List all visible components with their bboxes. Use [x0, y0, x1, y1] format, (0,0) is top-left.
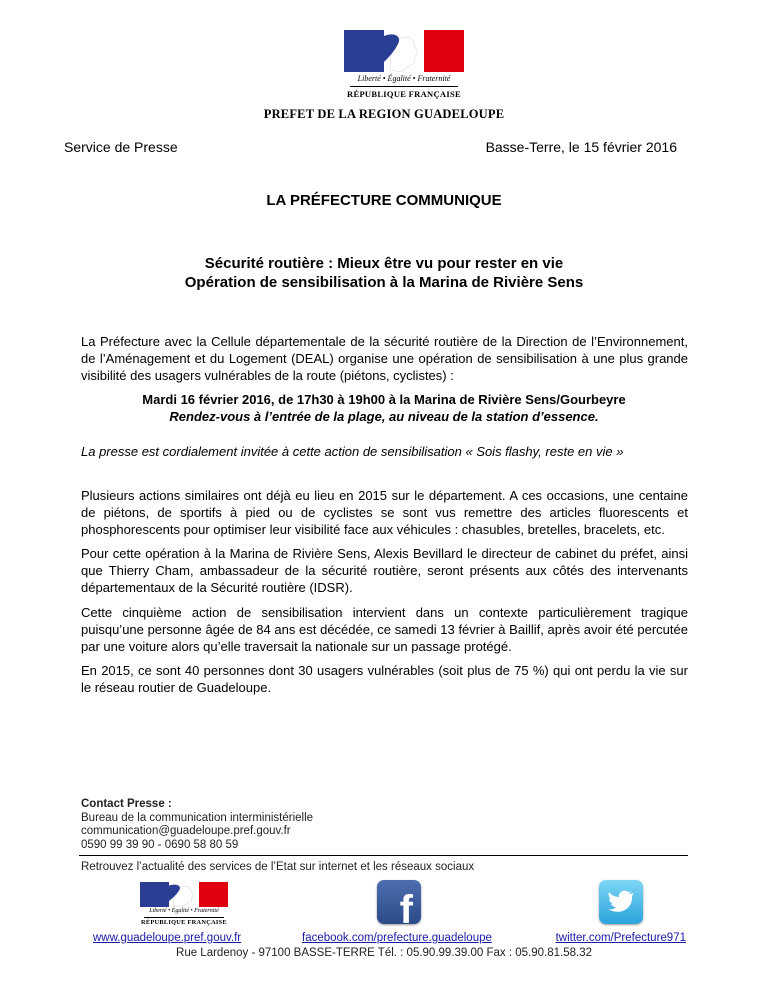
- paragraph-operation: Pour cette opération à la Marina de Rivière Sens, Alexis Bevillard le directeur de cabinet du préfet, ainsi que Thierry Cham, ambassadeur de la sécurité routière, seront présents aux côtés des intervenants départementaux de la Sécurité routière (IDSR).: [81, 546, 688, 595]
- twitter-icon[interactable]: [599, 880, 643, 924]
- marianne-logo: [344, 30, 464, 106]
- place-date: Basse-Terre, le 15 février 2016: [485, 139, 677, 155]
- social-intro: Retrouvez l’actualité des services de l’Etat sur internet et les réseaux sociaux: [81, 861, 475, 873]
- logo-rule: [350, 86, 458, 87]
- twitter-link[interactable]: twitter.com/Prefecture971: [555, 932, 686, 944]
- logo-motto-small: Liberté • Égalité • Fraternité: [149, 908, 219, 914]
- service-label: Service de Presse: [64, 139, 178, 155]
- logo-republic: RÉPUBLIQUE FRANÇAISE: [347, 89, 461, 99]
- paragraph-stats: En 2015, ce sont 40 personnes dont 30 usagers vulnérables (soit plus de 75 %) qui ont perdu la vie sur le réseau routier de Guadeloupe.: [81, 663, 688, 695]
- marianne-profile-small-icon: [169, 882, 198, 907]
- contact-bureau: Bureau de la communication interministérielle: [81, 811, 314, 824]
- footer-divider: [79, 855, 688, 856]
- paragraph-actions: Plusieurs actions similaires ont déjà eu lieu en 2015 sur le département. A ces occasions, une centaine de piétons, de sportifs à pied ou de cyclistes se sont vus remettre des articles fluorescents et phosphorescents pour optimiser leur visibilité face aux véhicules : chasubles, bretelles, bracelets, etc.: [81, 488, 688, 537]
- logo-rule-small: [144, 917, 224, 918]
- press-contact: [81, 798, 313, 852]
- prefecture-address: Rue Lardenoy - 97100 BASSE-TERRE Tél. : 05.90.99.39.00 Fax : 05.90.81.58.32: [176, 947, 592, 959]
- title-line-2: Opération de sensibilisation à la Marina de Rivière Sens: [184, 274, 584, 291]
- contact-title: Contact Presse :: [81, 798, 172, 810]
- intro-paragraph: La Préfecture avec la Cellule départementale de la sécurité routière de la Direction de l’Environnement, de l’Aménagement et du Logement (DEAL) organise une opération de sensibilisation à une plus grande visibilité des usagers vulnérables de la route (piétons, cyclistes) :: [81, 334, 688, 383]
- communique-heading: LA PRÉFECTURE COMMUNIQUE: [266, 192, 502, 209]
- event-date: Mardi 16 février 2016, de 17h30 à 19h00 à la Marina de Rivière Sens/Gourbeyre: [142, 392, 626, 407]
- marianne-profile-icon: [384, 30, 424, 72]
- tricolor-flag-small: [140, 882, 228, 907]
- contact-email: communication@guadeloupe.pref.gouv.fr: [81, 825, 291, 837]
- contact-phones: 0590 99 39 90 - 0690 58 80 59: [81, 838, 239, 851]
- tricolor-flag: [344, 30, 464, 72]
- paragraph-context: Cette cinquième action de sensibilisation intervient dans un contexte particulièrement tragique puisqu’une personne âgée de 84 ans est décédée, ce samedi 13 février à Baillif, après avoir été percutée par une voiture alors qu’elle traversait la nationale sur un passage protégé.: [81, 605, 688, 654]
- facebook-icon[interactable]: [377, 880, 421, 924]
- twitter-bird-icon: [599, 880, 643, 924]
- title-line-1: Sécurité routière : Mieux être vu pour rester en vie: [204, 255, 564, 272]
- logo-republic-small: RÉPUBLIQUE FRANÇAISE: [141, 919, 227, 926]
- logo-motto: Liberté • Égalité • Fraternité: [357, 74, 451, 83]
- facebook-glyph: f: [399, 888, 413, 924]
- event-place: Rendez-vous à l’entrée de la plage, au niveau de la station d’essence.: [169, 409, 599, 424]
- marianne-logo-footer: [140, 882, 228, 930]
- website-link[interactable]: www.guadeloupe.pref.gouv.fr: [93, 932, 242, 944]
- facebook-link[interactable]: facebook.com/prefecture.guadeloupe: [302, 932, 492, 944]
- press-invite: La presse est cordialement invitée à cette action de sensibilisation « Sois flashy, reste en vie »: [81, 444, 624, 459]
- prefet-heading: PREFET DE LA REGION GUADELOUPE: [263, 107, 505, 121]
